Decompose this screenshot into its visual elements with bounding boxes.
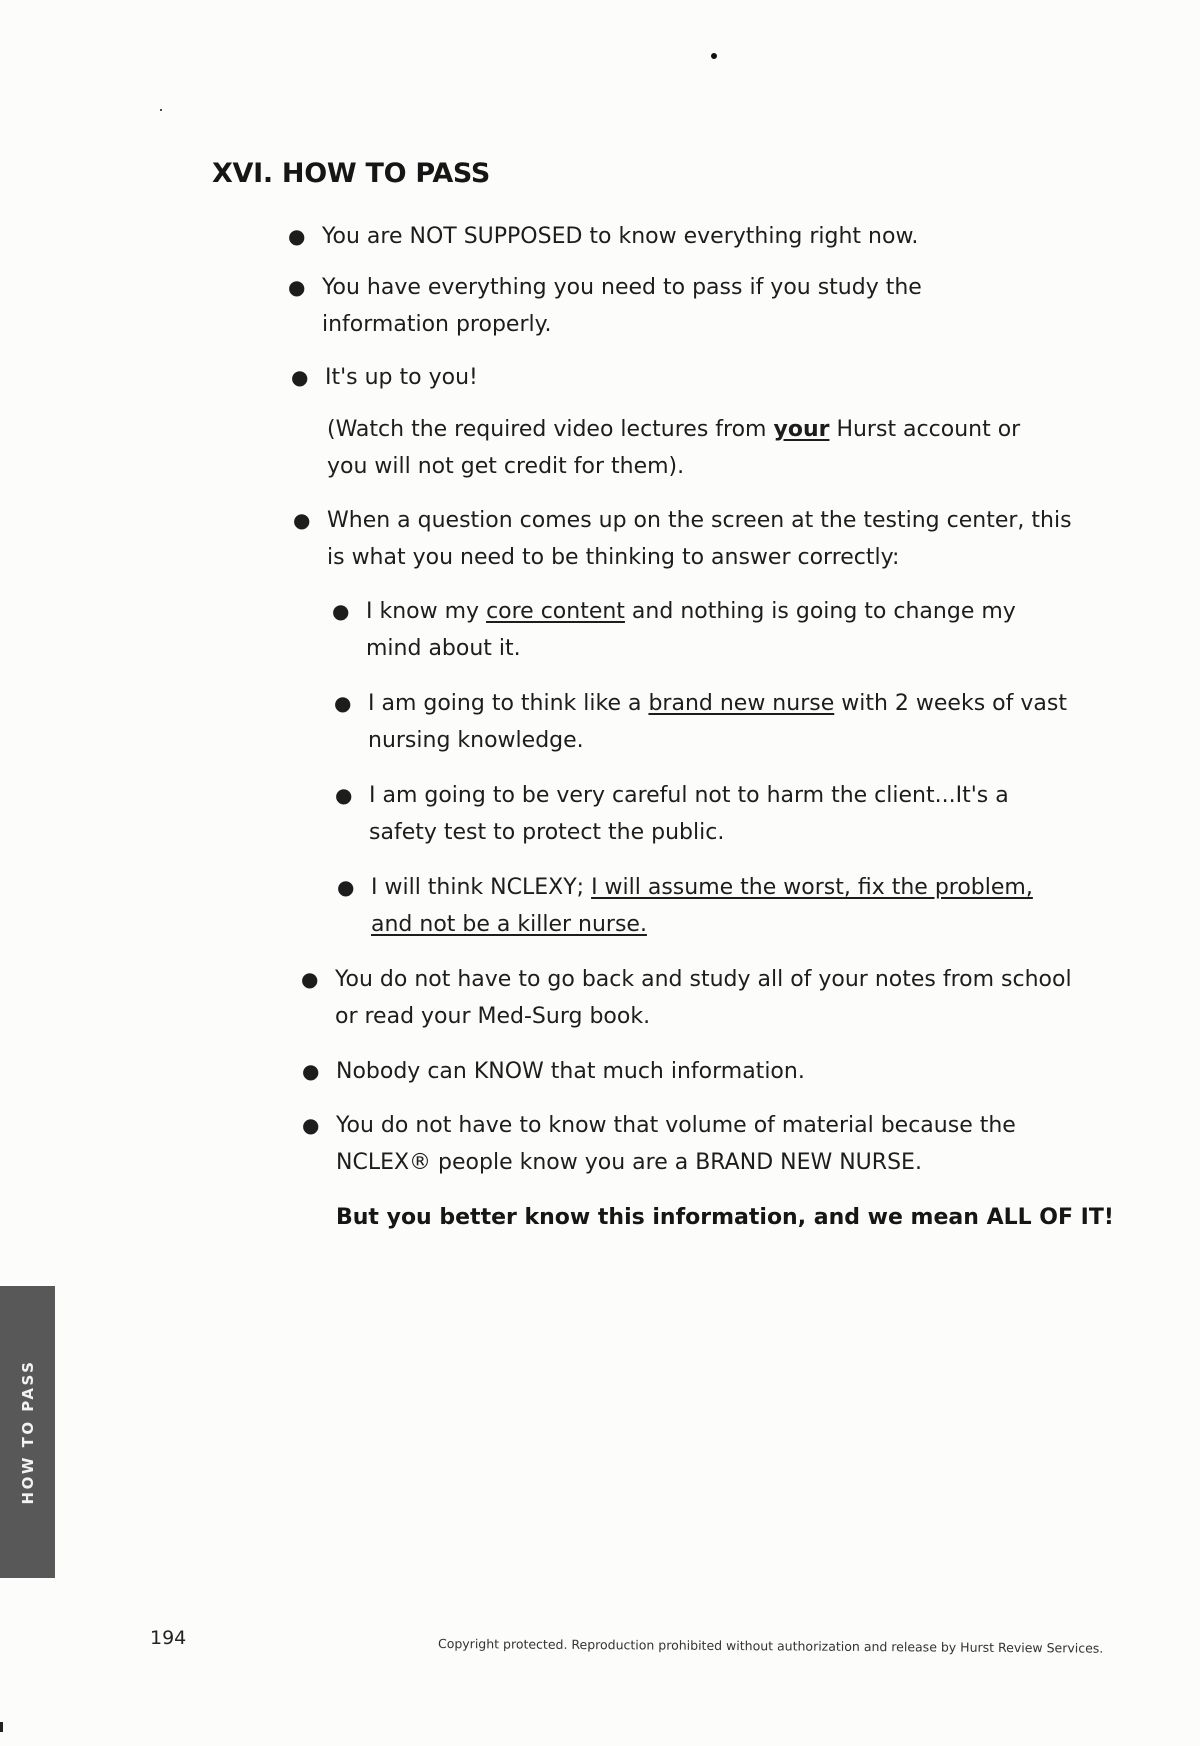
bullet-icon: ● (293, 508, 311, 532)
underlined-phrase: brand new nurse (648, 691, 835, 716)
section-heading: XVI. HOW TO PASS (212, 158, 491, 189)
note-text: Hurst account or you will not get credit for them). (327, 417, 1021, 479)
list-item (288, 218, 1122, 255)
note-emphasis: your (773, 417, 830, 442)
list-item-text: I am going to be very careful not to harm the client...It's a safety test to protect the public. (369, 783, 1009, 845)
list-item-text: I will think NCLEXY; I will assume the worst, fix the problem, and not be a killer nurse. (371, 875, 1033, 937)
emphasis-statement: But you better know this information, and we mean ALL OF IT! (336, 1205, 1114, 1230)
list-item (301, 961, 1095, 1035)
list-item-text: You do not have to know that volume of material because the NCLEX® people know you are a BRAND NEW NURSE. (336, 1113, 1016, 1175)
bullet-icon: ● (335, 783, 353, 807)
bullet-icon: ● (332, 599, 350, 623)
bullet-icon: ● (334, 691, 352, 715)
list-item-text: You have everything you need to pass if you study the information properly. (322, 275, 922, 337)
sub-list-item (332, 593, 1066, 667)
sub-list-item (337, 869, 1041, 943)
list-item (291, 359, 1045, 396)
sub-list-item (334, 685, 1068, 759)
copyright-notice: Copyright protected. Reproduction prohibited without authorization and release by Hurst Review Services. (437, 1636, 1104, 1656)
list-item-text: I know my core content and nothing is going to change my mind about it. (366, 599, 1016, 661)
bullet-icon: ● (302, 1113, 320, 1137)
list-item-text: You do not have to go back and study all of your notes from school or read your Med-Surg book. (335, 967, 1072, 1029)
scan-speck (711, 53, 717, 59)
bullet-icon: ● (302, 1059, 320, 1083)
sub-list-item (335, 777, 1069, 851)
list-item-text: It's up to you! (325, 365, 478, 390)
scan-speck (160, 109, 162, 111)
scan-mark (0, 1722, 3, 1732)
side-tab-label: HOW TO PASS (19, 1359, 37, 1505)
bullet-icon: ● (288, 275, 306, 299)
bullet-icon: ● (288, 224, 306, 248)
list-item-text: I am going to think like a brand new nurse with 2 weeks of vast nursing knowledge. (368, 691, 1067, 753)
list-item (288, 269, 1042, 343)
bullet-icon: ● (291, 365, 309, 389)
bullet-icon: ● (337, 875, 355, 899)
note-paragraph (327, 411, 1057, 485)
underlined-phrase: I will assume the worst, fix the problem, and not be a killer nurse. (371, 875, 1033, 937)
list-item-text: Nobody can KNOW that much information. (336, 1059, 805, 1084)
underlined-phrase: core content (486, 599, 625, 624)
bullet-icon: ● (301, 967, 319, 991)
list-item (293, 502, 1077, 576)
note-text: (Watch the required video lectures from (327, 417, 774, 442)
list-item-text: When a question comes up on the screen at the testing center, this is what you need to be thinking to answer correctly: (327, 508, 1072, 570)
list-item-text: You are NOT SUPPOSED to know everything right now. (322, 224, 919, 249)
list-item (302, 1053, 1096, 1090)
page-number: 194 (150, 1627, 187, 1649)
list-item (302, 1107, 1041, 1181)
